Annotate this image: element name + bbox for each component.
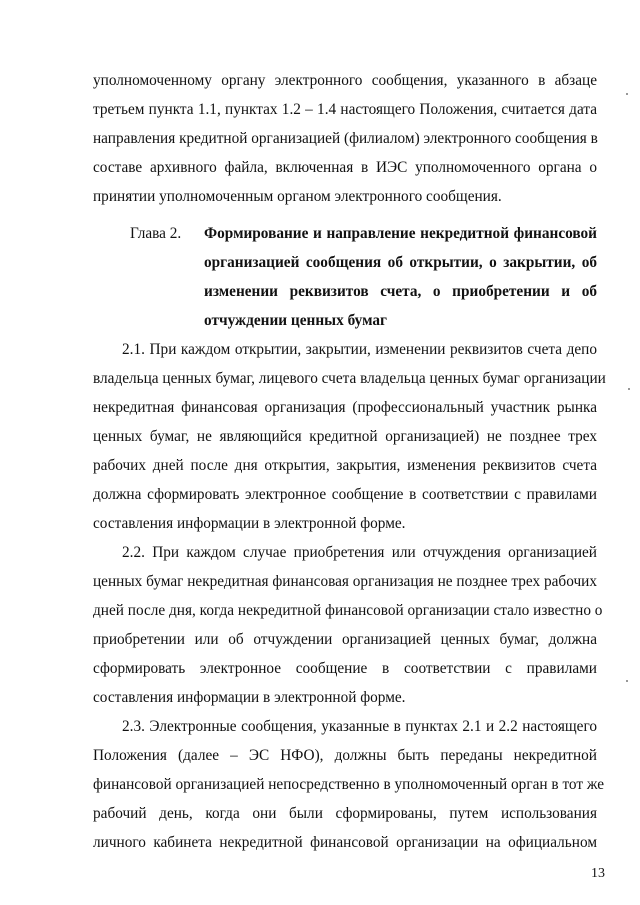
- text-line: рабочих дней после дня открытия, закрытия, изменения реквизитов счета: [93, 457, 597, 474]
- text-line: рабочий день, когда они были сформированы, путем использования: [93, 805, 597, 822]
- paragraph-2-1: [93, 335, 606, 538]
- text-line: 2.3. Электронные сообщения, указанные в пунктах 2.1 и 2.2 настоящего: [122, 718, 597, 735]
- scan-mark: [628, 388, 630, 390]
- text-line: приобретении или об отчуждении организацией ценных бумаг, должна: [93, 631, 597, 648]
- chapter-title-line: изменении реквизитов счета, о приобретении и об: [204, 283, 597, 300]
- text-line: составления информации в электронной форме.: [93, 515, 406, 532]
- text-line: должна сформировать электронное сообщение в соответствии с правилами: [93, 486, 597, 503]
- text-line: уполномоченному органу электронного сообщения, указанного в абзаце: [93, 72, 597, 89]
- chapter-title-line: организацией сообщения об открытии, о закрытии, об: [204, 254, 597, 271]
- text-line: 2.2. При каждом случае приобретения или отчуждения организацией: [122, 544, 597, 561]
- page-number: 13: [591, 866, 605, 881]
- text-line: финансовой организацией непосредственно в уполномоченный орган в тот же: [93, 776, 605, 793]
- paragraph-2-3: [93, 712, 605, 857]
- text-line: Положения (далее – ЭС НФО), должны быть переданы некредитной: [93, 747, 597, 764]
- scan-mark: [626, 93, 628, 95]
- chapter-title-line: отчуждении ценных бумаг: [204, 312, 387, 329]
- chapter-title-line: Формирование и направление некредитной финансовой: [204, 225, 597, 242]
- text-line: третьем пункта 1.1, пунктах 1.2 – 1.4 настоящего Положения, считается дата: [93, 101, 597, 118]
- text-line: личного кабинета некредитной финансовой организации на официальном: [93, 834, 597, 851]
- text-line: ценных бумаг, не являющийся кредитной организацией) не позднее трех: [93, 428, 597, 445]
- chapter-label: Глава 2.: [130, 225, 182, 242]
- paragraph-2-2: [93, 538, 603, 712]
- text-line: дней после дня, когда некредитной финансовой организации стало известно о: [93, 602, 603, 619]
- text-line: сформировать электронное сообщение в соответствии с правилами: [93, 660, 597, 677]
- text-line: составления информации в электронной форме.: [93, 689, 406, 706]
- text-line: ценных бумаг некредитная финансовая организация не позднее трех рабочих: [93, 573, 597, 590]
- text-line: составе архивного файла, включенная в ИЭС уполномоченного органа о: [93, 159, 597, 176]
- text-line: 2.1. При каждом открытии, закрытии, изменении реквизитов счета депо: [122, 341, 597, 358]
- chapter-title: [204, 219, 597, 335]
- paragraph-intro-continuation: [93, 66, 597, 211]
- text-line: владельца ценных бумаг, лицевого счета владельца ценных бумаг организации: [93, 370, 606, 387]
- text-line: принятии уполномоченным органом электронного сообщения.: [93, 188, 502, 205]
- text-line: направления кредитной организацией (филиалом) электронного сообщения в: [93, 130, 598, 147]
- scan-mark: [626, 680, 628, 682]
- text-line: некредитная финансовая организация (профессиональный участник рынка: [93, 399, 597, 416]
